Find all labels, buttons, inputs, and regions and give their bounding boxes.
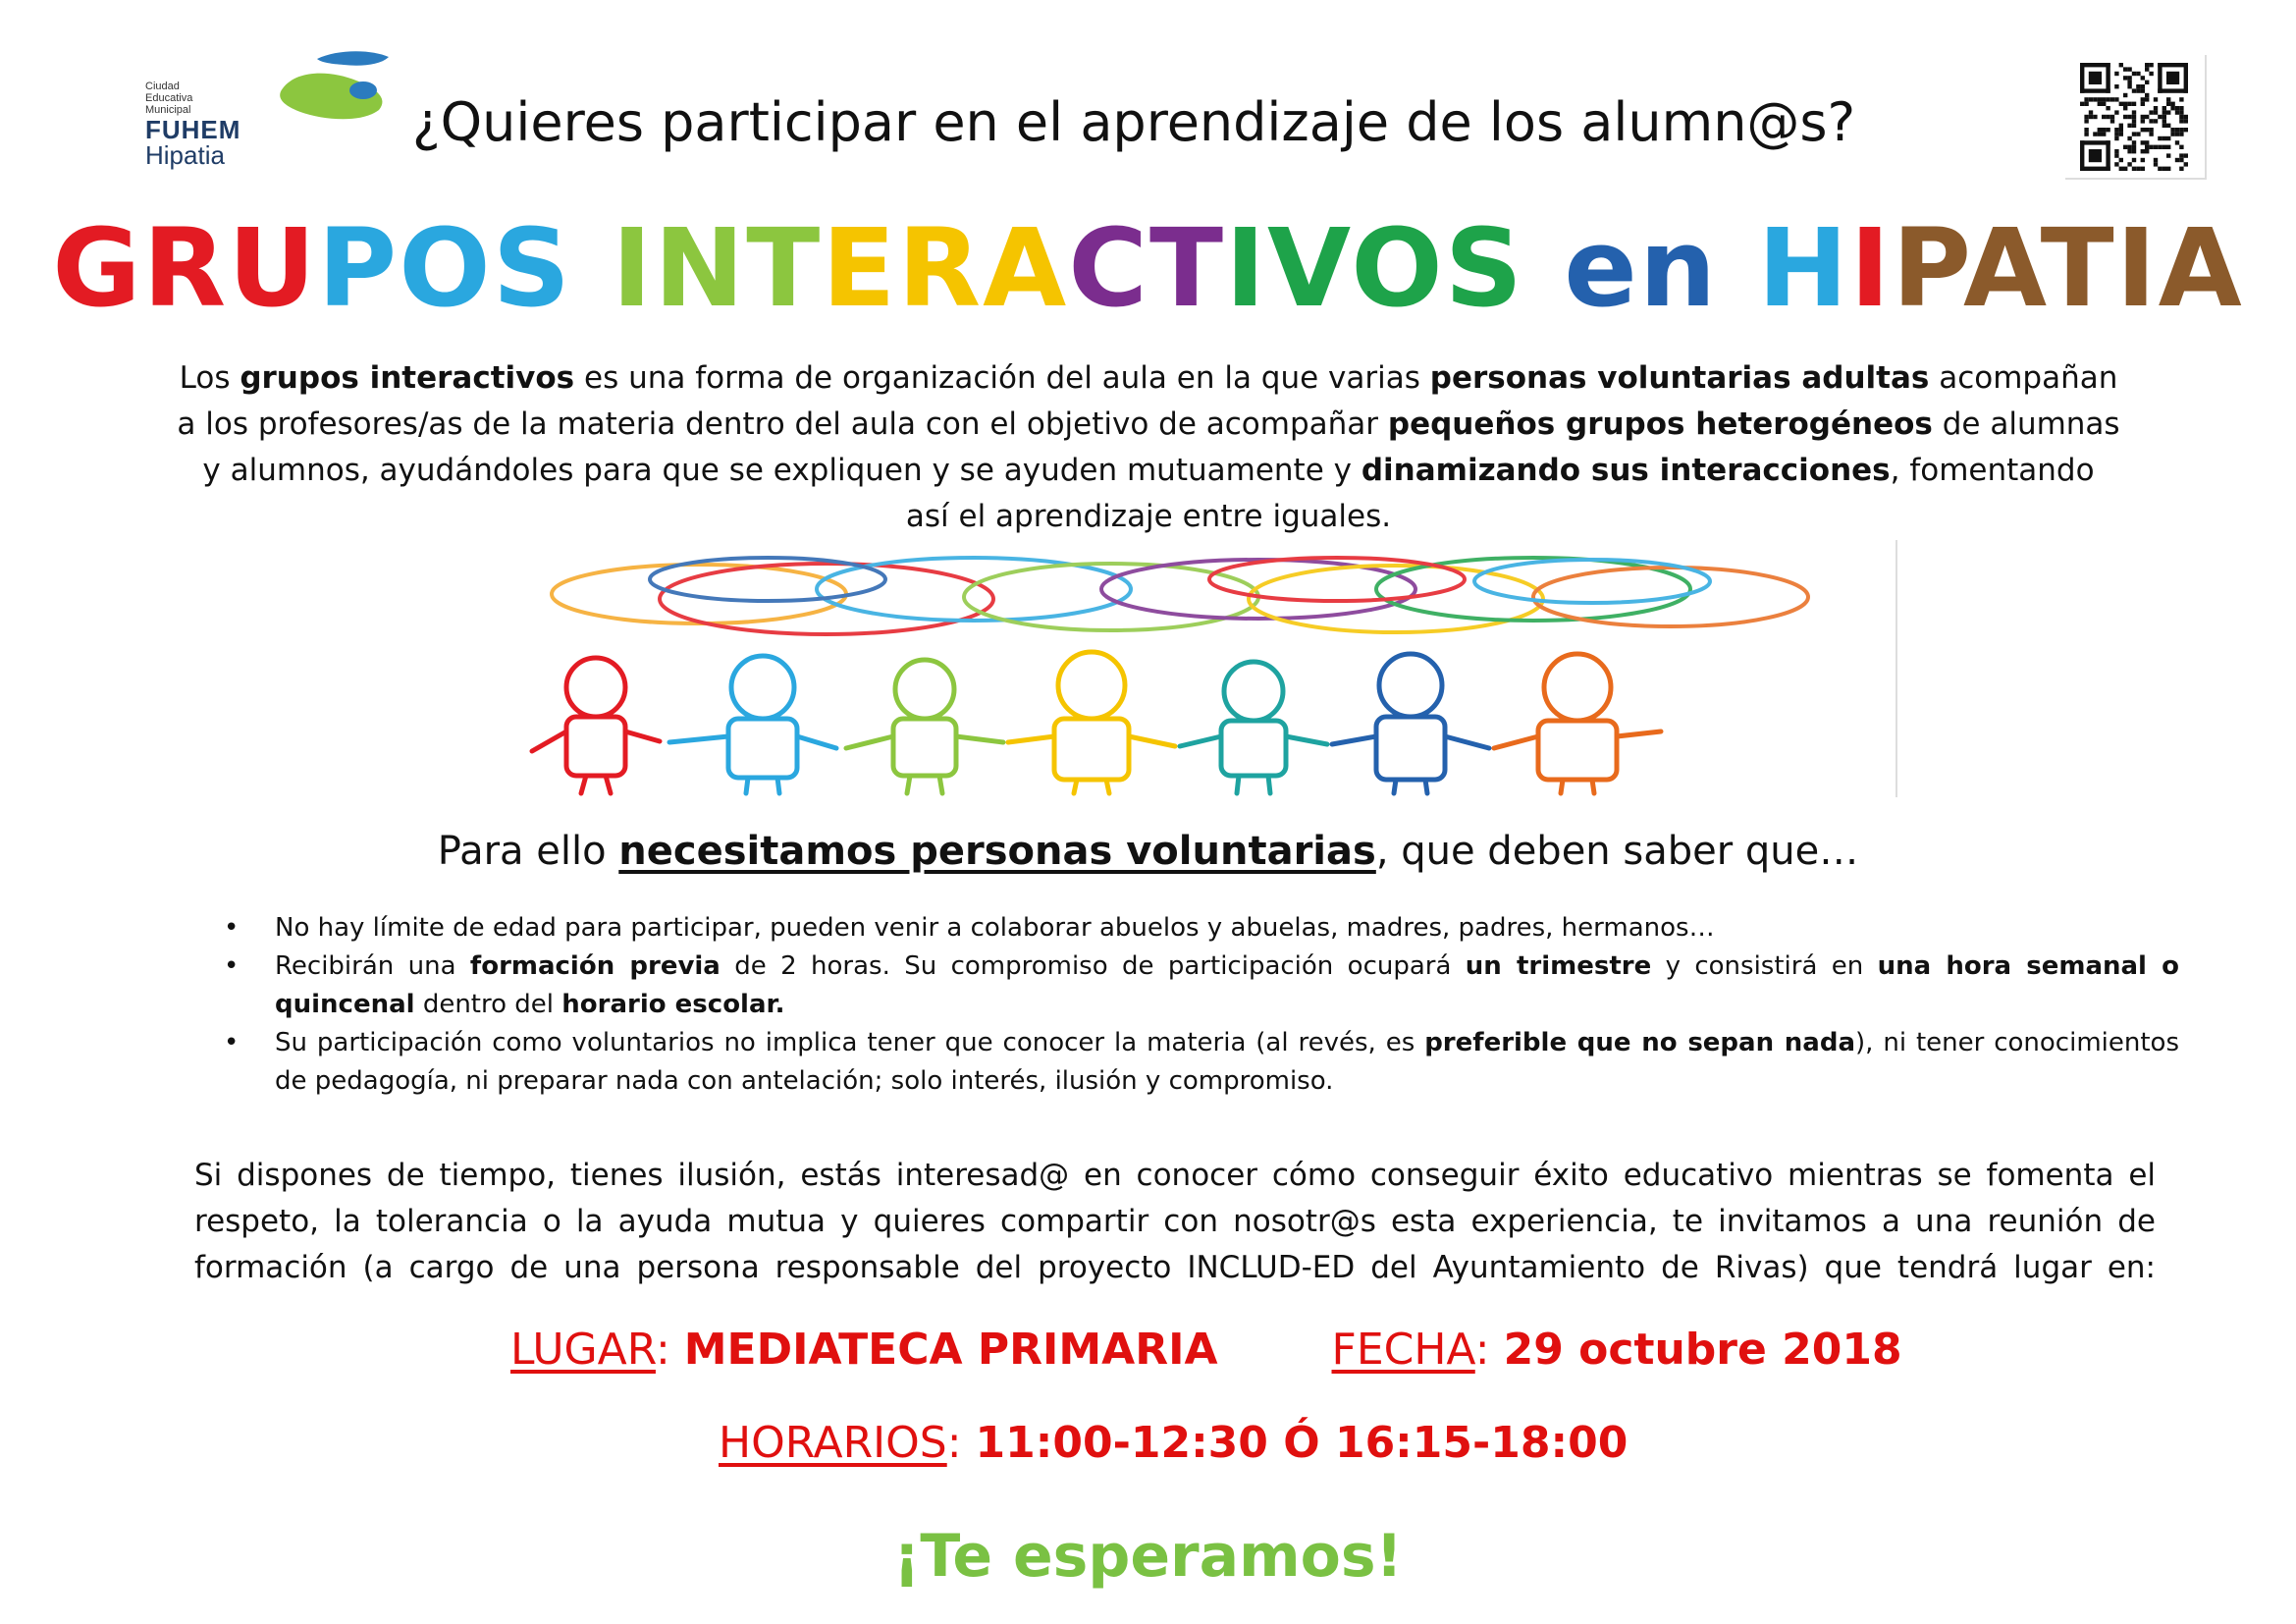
qr-code-icon bbox=[2065, 55, 2207, 180]
children-speech-bubbles-illustration bbox=[512, 540, 1901, 797]
requirement-item bbox=[216, 947, 2179, 1024]
body-text: dentro del bbox=[414, 990, 562, 1019]
title-letter: A bbox=[983, 205, 1069, 331]
date-label: FECHA bbox=[1331, 1325, 1475, 1375]
title-letter: N bbox=[654, 205, 747, 331]
title-letter: S bbox=[492, 205, 572, 331]
title-letter: A bbox=[2158, 205, 2244, 331]
title-letter: U bbox=[228, 205, 318, 331]
body-text: de 2 horas. Su compromiso de participación ocupará bbox=[720, 951, 1466, 981]
body-text: Su participación como voluntarios no implica tener que conocer la materia (al revés, es bbox=[275, 1028, 1425, 1057]
invite-line: formación (a cargo de una persona responsable del proyecto INCLUD-ED del Ayuntamiento de Rivas) que tendrá lugar en: bbox=[194, 1250, 2156, 1285]
invite-line: respeto, la tolerancia o la ayuda mutua y quieres compartir con nosotr@s esta experiencia, te invitamos a una reunión de bbox=[194, 1204, 2156, 1239]
emphasis-text: personas voluntarias adultas bbox=[1429, 360, 1930, 396]
place-value: MEDIATECA PRIMARIA bbox=[683, 1325, 1218, 1375]
title-letter: O bbox=[399, 205, 493, 331]
emphasis-text: formación previa bbox=[469, 951, 721, 981]
title-letter: R bbox=[897, 205, 984, 331]
place-label: LUGAR bbox=[510, 1325, 656, 1375]
header-title: ¿Quieres participar en el aprendizaje de los alumn@s? bbox=[412, 91, 1856, 153]
title-letter: I bbox=[1849, 205, 1893, 331]
title-letter: n bbox=[1638, 205, 1719, 331]
title-letter: I bbox=[612, 205, 655, 331]
title-letter bbox=[1718, 205, 1757, 331]
logo-name: Hipatia bbox=[145, 140, 225, 170]
title-letter: A bbox=[1963, 205, 2041, 331]
title-letter: I bbox=[1225, 205, 1268, 331]
hours-label: HORARIOS bbox=[719, 1418, 947, 1468]
logo-brand: FUHEM bbox=[145, 115, 241, 144]
title-letter bbox=[1524, 205, 1564, 331]
fuhem-hipatia-logo bbox=[137, 51, 393, 174]
hours-row bbox=[719, 1414, 1896, 1473]
title-letter: R bbox=[142, 205, 229, 331]
body-text: Los bbox=[179, 360, 240, 396]
hours-value: 11:00-12:30 Ó 16:15-18:00 bbox=[975, 1418, 1629, 1468]
title-letter: V bbox=[1267, 205, 1352, 331]
main-title bbox=[0, 204, 2296, 332]
body-text: , fomentando así el aprendizaje entre iguales. bbox=[905, 453, 2095, 534]
qr-code-pattern bbox=[2075, 63, 2193, 171]
title-letter: P bbox=[1892, 205, 1964, 331]
date-value: 29 octubre 2018 bbox=[1503, 1325, 1902, 1375]
body-text: ), ni tener conocimientos de pedagogía, ni preparar nada con antelación; solo interés, ilusión y compromiso. bbox=[275, 1028, 2179, 1096]
title-letter: P bbox=[317, 205, 400, 331]
intro-paragraph bbox=[177, 355, 2120, 540]
title-letter: T bbox=[1149, 205, 1226, 331]
emphasis-text: horario escolar. bbox=[561, 990, 785, 1019]
logo-small-text: Ciudad Educativa Municipal bbox=[145, 81, 193, 116]
title-letter: H bbox=[1757, 205, 1850, 331]
date-separator: : bbox=[1474, 1325, 1504, 1375]
closing-message: ¡Te esperamos! bbox=[893, 1522, 1403, 1591]
hours-separator: : bbox=[946, 1418, 976, 1468]
fuhem-logo-icon bbox=[263, 51, 396, 125]
needs-emphasis: necesitamos personas voluntarias bbox=[618, 829, 1376, 874]
title-letter: T bbox=[2040, 205, 2116, 331]
emphasis-text: un trimestre bbox=[1465, 951, 1652, 981]
title-letter: S bbox=[1444, 205, 1524, 331]
emphasis-text: pequeños grupos heterogéneos bbox=[1387, 406, 1933, 442]
title-letter: O bbox=[1351, 205, 1445, 331]
body-text: y consistirá en bbox=[1651, 951, 1878, 981]
invite-line: Si dispones de tiempo, tienes ilusión, estás interesad@ en conocer cómo conseguir éxito educativo mientras se fomenta el bbox=[194, 1158, 2156, 1193]
emphasis-text: una hora semanal o quincenal bbox=[275, 951, 2179, 1019]
title-letter bbox=[572, 205, 612, 331]
emphasis-text: grupos interactivos bbox=[240, 360, 575, 396]
place-separator: : bbox=[655, 1325, 684, 1375]
title-letter: I bbox=[2115, 205, 2159, 331]
requirements-list bbox=[216, 909, 2179, 1101]
body-text: acompañan a los profesores/as de la materia dentro del aula con el objetivo de acompañar bbox=[177, 360, 2118, 442]
title-letter: C bbox=[1068, 205, 1150, 331]
invitation-paragraph bbox=[194, 1153, 2156, 1291]
needs-after: , que deben saber que… bbox=[1375, 829, 1859, 874]
title-letter: T bbox=[746, 205, 823, 331]
needs-before: Para ello bbox=[437, 829, 619, 874]
body-text: Recibirán una bbox=[275, 951, 470, 981]
requirement-item bbox=[216, 1024, 2179, 1101]
body-text: No hay límite de edad para participar, pueden venir a colaborar abuelos y abuelas, madres, padres, hermanos… bbox=[275, 913, 1715, 943]
emphasis-text: dinamizando sus interacciones bbox=[1361, 453, 1891, 488]
title-letter: G bbox=[52, 205, 143, 331]
place-date-row bbox=[510, 1321, 1902, 1380]
title-letter: E bbox=[822, 205, 898, 331]
volunteers-needed-line bbox=[0, 823, 2296, 880]
children-speech-bubbles-drawing-icon bbox=[512, 540, 1901, 797]
body-text: es una forma de organización del aula en la que varias bbox=[574, 360, 1430, 396]
body-text: de alumnas y alumnos, ayudándoles para que se expliquen y se ayuden mutuamente y bbox=[202, 406, 2120, 488]
emphasis-text: preferible que no sepan nada bbox=[1424, 1028, 1856, 1057]
title-letter: e bbox=[1564, 205, 1639, 331]
requirement-item bbox=[216, 909, 2179, 947]
